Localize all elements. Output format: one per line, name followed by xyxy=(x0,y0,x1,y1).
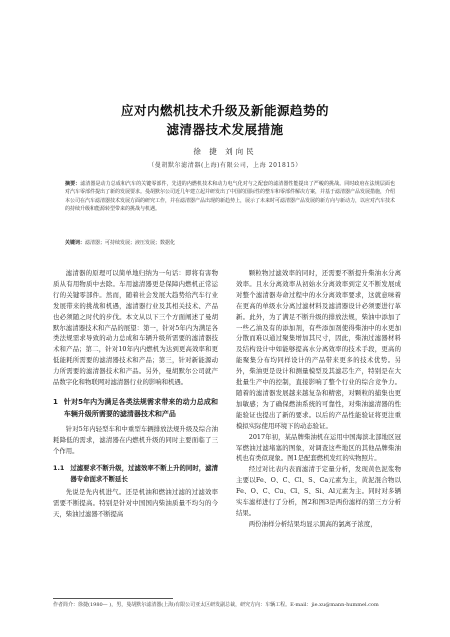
left-column xyxy=(53,268,218,519)
authors: 徐 捷 刘向民 xyxy=(193,147,257,156)
footnote-rule xyxy=(53,598,173,599)
right-column xyxy=(236,268,401,530)
right-paragraph: 两份油样分析结果均显示黑高的氯离子浓度， xyxy=(248,519,377,528)
section-1-number: 1 xyxy=(53,397,58,406)
affiliation: （曼胡默尔滤清器(上海)有限公司，上海 201815） xyxy=(148,162,302,169)
right-paragraph: 2017年初，某品牌柴油机在运用中国海滨北部地区冠军燃油过滤堵塞的图象，对调查这些地区的其他品牌柴油机也有类似现象。图1是配套燃机发红的实物照片。 xyxy=(236,432,401,463)
section-1-1-number: 1.1 xyxy=(53,463,65,472)
abstract xyxy=(65,180,395,213)
section-1-1-title: 过滤要求不断升级，过滤效率不断上升的同时，滤清器专命面求不断延长 xyxy=(70,463,218,483)
abstract-label: 摘要： xyxy=(65,181,81,187)
section-1-title: 针对5年内为满足各类法规需求带来的动力总成和车辆升级所需要的滤清器技术和产品 xyxy=(63,397,218,418)
right-paragraph: 经过对比表内表面滤清于定量分析，发现黄色泥浆物主要以Fe、O、C、Cl、S、Ca元素为主，黄泥混合物以Fe、O、C、Cu、Cl、S、Si、Al元素为主。同时对多辆实车滤样进行了分析，图2和图3是两份滤样的第三方分析结果。 xyxy=(236,465,401,517)
section-1-paragraph: 针对5年内轻型车和中重型车辆排放法规升级及综合油耗降低的需求，滤清器在内燃机升级的同时主要面临了三个作用。 xyxy=(53,424,218,455)
author-footnote: 作者简介：徐捷(1980— )，男，曼胡默尔滤清器(上海)有限公司亚太区研发副总裁，研究方向：车辆工程。E-mail：jie.xu@mann-hummel.com xyxy=(53,602,379,608)
section-1-1-paragraph: 先说是先内机进气。还是机油和燃油过滤的过滤效率需要不断提高。特别是针对中国国内柴油质量不均匀的今天，柴油过滤器不断提高 xyxy=(53,487,218,518)
section-1-heading xyxy=(53,396,218,420)
keywords-text: 滤清器；可持续发展；液压发展；数据化 xyxy=(85,240,176,246)
keywords xyxy=(65,239,395,247)
intro-paragraph: 滤清器的原理可以简单地归纳为一句话：即将有害物质从有用物质中去除。车用滤清器更是保障内燃机正常运行的关键零部件。然而，随着社会发展大趋势给汽车行业发展带来的挑战和机遇，滤清器行业及其相关技术、产品也必须随之时代的步伐。本文从以下三个方面阐述了曼胡默尔滤清器技术和产品的展望：第一，针对5年内为满足各类法规需求导致的动力总成和车辆升级所需要的滤清器技术和产品；第二，针对10年内内燃机为达到更高效率和更低能耗所需要的滤清器技术和产品；第三，针对新能源动力所需要的滤清器技术和产品。另外，曼胡默尔公司就产品数字化和物联网对滤清器行业的影响和机遇。 xyxy=(53,269,218,387)
keywords-label: 关键词： xyxy=(65,240,86,246)
paper-title-line1: 应对内燃机技术升级及新能源趋势的 xyxy=(120,103,329,118)
abstract-text: 滤清器是动力总成和汽车的关键零部件，先进的内燃机技术和动力电气化对与之配套的滤清器性能提出了严峻的挑战。同时政府在法规层面也对汽车零部件提出了新的发展要求。曼胡默尔公司近几年建立起并研发出了中国的国际性的整车和零部件解决方案，并基于滤清器产品发展措施，介绍本公司在汽车滤清器技术发展方面的研究工作，并在滤清器产品出现的新趋势上，展示了未来时可滤清器产品发展的新方向与新动力，以应对汽车技术的持续升级和能源转型带来的挑战与机遇。 xyxy=(65,181,396,212)
right-paragraph: 颗粒物过滤效率的同时，还需要不断提升柴油水分离效率。且水分离效率从初始水分离效率到定义不断发展成对整个滤清器寿命过程中的水分离效率要求，这就意味着在更高的单级水分离过滤材料及滤清器设计必须要进行革新。此外，为了满足不断升级的排放法规，柴油中添加了一些乙油及有的添加剂，有些添加剂使得柴油中的水更加分散而难以通过聚集增加其尺寸，因此，柴油过滤器材料及结构设计中如能够提高水分离效率的技术手段，更高的能聚集分布均同样设计的产品带来更多的技术优势。另外，柴油更是设计和测量模型及其滤芯生产，特别是在大批量生产中的控制，直接影响了整个行业的综合竞争力。随着的滤清器发展越来越复杂和精密，对颗粒的捕集也更加敏感；为了确保燃油系统的可靠性，对柴油滤清器的性能验证也提出了新的要求。以后的产品性能验证将更注重模拟实际使用环境下的动态验证。 xyxy=(236,269,401,430)
paper-title-line2: 滤清器技术发展措施 xyxy=(166,122,284,137)
section-1-1-heading xyxy=(53,463,218,485)
